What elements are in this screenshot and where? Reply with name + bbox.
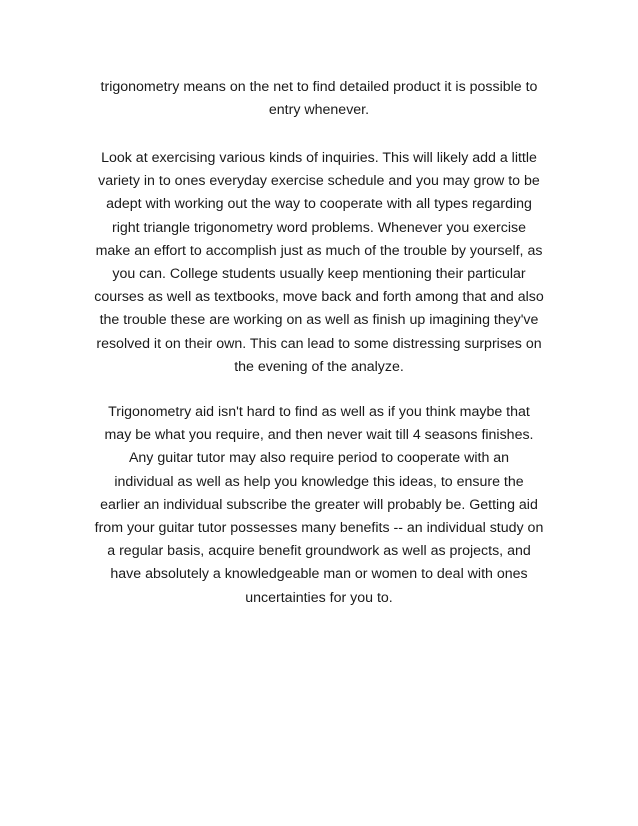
text-line: individual as well as help you knowledge this ideas, to ensure the	[114, 473, 524, 490]
text-line: the evening of the analyze.	[234, 358, 404, 375]
text-line: entry whenever.	[268, 102, 370, 119]
text-line: earlier an individual subscribe the greater will probably be. Getting aid	[100, 496, 538, 513]
paragraph-1	[62, 76, 576, 122]
text-line: resolved it on their own. This can lead to some distressing surprises on	[96, 335, 542, 352]
text-line: the trouble these are working on as well as finish up imagining they've	[99, 312, 539, 329]
text-line: right triangle trigonometry word problems. Whenever you exercise	[112, 219, 526, 236]
text-line: uncertainties for you to.	[245, 589, 393, 606]
text-line: Look at exercising various kinds of inquiries. This will likely add a little	[101, 150, 537, 166]
text-line: trigonometry means on the net to find detailed product it is possible to	[100, 79, 538, 95]
text-line: from your guitar tutor possesses many benefits -- an individual study on	[94, 520, 544, 537]
text-line: Trigonometry aid isn't hard to find as well as if you think maybe that	[108, 404, 530, 420]
text-line: have absolutely a knowledgeable man or women to deal with ones	[110, 566, 528, 583]
text-line: adept with working out the way to cooperate with all types regarding	[106, 196, 532, 213]
text-line: make an effort to accomplish just as much of the trouble by yourself, as	[95, 242, 543, 259]
text-line: you can. College students usually keep mentioning their particular	[112, 266, 526, 283]
paragraph-3	[62, 401, 576, 610]
text-line: Any guitar tutor may also require period to cooperate with an	[128, 450, 510, 467]
text-line: variety in to ones everyday exercise schedule and you may grow to be	[98, 173, 540, 190]
text-line: a regular basis, acquire benefit groundwork as well as projects, and	[107, 543, 531, 560]
text-line: may be what you require, and then never wait till 4 seasons finishes.	[104, 427, 534, 444]
text-line: courses as well as textbooks, move back and forth among that and also	[94, 289, 544, 306]
paragraph-2	[62, 147, 576, 379]
